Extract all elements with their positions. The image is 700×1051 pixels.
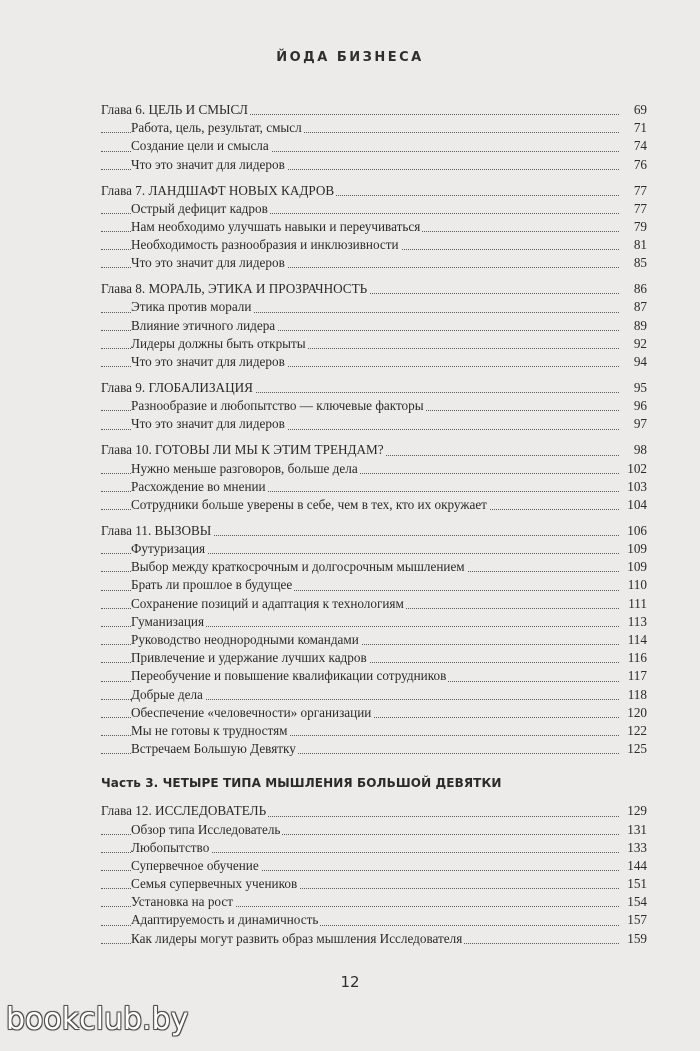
- toc-entry-page: 118: [625, 686, 647, 704]
- toc-entry-page: 125: [624, 740, 647, 758]
- toc-section-entry: [101, 821, 647, 839]
- toc-entry-page: 122: [624, 722, 647, 740]
- toc-entry-page: 113: [625, 613, 647, 631]
- toc-section-entry: [101, 930, 647, 948]
- toc-entry-page: 95: [631, 379, 647, 397]
- section-gap: [101, 371, 647, 379]
- toc-section-entry: [101, 415, 647, 433]
- toc-entry-title: Глава 8. МОРАЛЬ, ЭТИКА И ПРОЗРАЧНОСТЬ: [101, 280, 369, 298]
- toc-chapter-entry: [101, 441, 647, 459]
- toc-section-entry: [101, 595, 647, 613]
- toc-entry-title: Выбор между краткосрочным и долгосрочным мышлением: [131, 558, 467, 576]
- toc-chapter-entry: [101, 379, 647, 397]
- toc-entry-page: 131: [624, 821, 647, 839]
- toc-entry-title: Расхождение во мнении: [131, 478, 268, 496]
- toc-section-entry: [101, 496, 647, 514]
- toc-entry-title: Что это значит для лидеров: [131, 156, 287, 174]
- toc-section-entry: [101, 460, 647, 478]
- toc-entry-title: Семья супервечных учеников: [131, 875, 299, 893]
- toc-entry-page: 103: [624, 478, 647, 496]
- toc-entry-title: Обзор типа Исследователь: [131, 821, 282, 839]
- toc-entry-title: Привлечение и удержание лучших кадров: [131, 649, 369, 667]
- toc-section-entry: [101, 353, 647, 371]
- toc-entry-page: 77: [631, 200, 647, 218]
- toc-entry-page: 111: [625, 595, 647, 613]
- toc-entry-title: Что это значит для лидеров: [131, 254, 287, 272]
- toc-entry-page: 89: [631, 317, 647, 335]
- toc-entry-title: Футуризация: [131, 540, 207, 558]
- toc-entry-page: 74: [631, 137, 647, 155]
- toc-entry-title: Как лидеры могут развить образ мышления Исследователя: [131, 930, 464, 948]
- toc-section-entry: [101, 911, 647, 929]
- toc-section-entry: [101, 119, 647, 137]
- toc-entry-title: Супервечное обучение: [131, 857, 261, 875]
- toc-chapter-entry: [101, 802, 647, 820]
- toc-entry-page: 81: [631, 236, 647, 254]
- toc-entry-page: 69: [631, 101, 647, 119]
- toc-entry-title: Глава 10. ГОТОВЫ ЛИ МЫ К ЭТИМ ТРЕНДАМ?: [101, 441, 386, 459]
- toc-entry-title: Встречаем Большую Девятку: [131, 740, 298, 758]
- toc-section-entry: [101, 704, 647, 722]
- toc-entry-title: Руководство неоднородными командами: [131, 631, 361, 649]
- toc-entry-title: Обеспечение «человечности» организации: [131, 704, 373, 722]
- toc-section-entry: [101, 478, 647, 496]
- toc-entry-title: Разнообразие и любопытство — ключевые факторы: [131, 397, 426, 415]
- toc-section-entry: [101, 558, 647, 576]
- toc-section-entry: [101, 613, 647, 631]
- page-number: 12: [340, 973, 360, 991]
- toc-entry-title: Работа, цель, результат, смысл: [131, 119, 304, 137]
- toc-entry-page: 76: [631, 156, 647, 174]
- toc-entry-title: Гуманизация: [131, 613, 206, 631]
- table-of-contents: [101, 101, 647, 948]
- toc-entry-title: Брать ли прошлое в будущее: [131, 576, 294, 594]
- toc-entry-title: Добрые дела: [131, 686, 205, 704]
- toc-entry-title: Мы не готовы к трудностям: [131, 722, 290, 740]
- toc-section-entry: [101, 722, 647, 740]
- toc-section-entry: [101, 576, 647, 594]
- toc-section-entry: [101, 893, 647, 911]
- toc-entry-title: Глава 12. ИССЛЕДОВАТЕЛЬ: [101, 802, 268, 820]
- toc-section-entry: [101, 236, 647, 254]
- toc-chapter-entry: [101, 280, 647, 298]
- toc-entry-title: Этика против морали: [131, 298, 253, 316]
- toc-entry-page: 79: [631, 218, 647, 236]
- toc-entry-page: 102: [624, 460, 647, 478]
- toc-entry-page: 92: [631, 335, 647, 353]
- toc-chapter-entry: [101, 522, 647, 540]
- toc-entry-page: 114: [625, 631, 647, 649]
- section-gap: [101, 272, 647, 280]
- toc-entry-title: Глава 7. ЛАНДШАФТ НОВЫХ КАДРОВ: [101, 182, 336, 200]
- running-head: ЙОДА БИЗНЕСА: [276, 50, 424, 65]
- toc-entry-page: 98: [631, 441, 647, 459]
- toc-entry-title: Влияние этичного лидера: [131, 317, 277, 335]
- toc-entry-page: 109: [624, 558, 647, 576]
- part-heading: Часть 3. ЧЕТЫРЕ ТИПА МЫШЛЕНИЯ БОЛЬШОЙ ДЕВЯТКИ: [101, 776, 502, 791]
- toc-entry-title: Глава 9. ГЛОБАЛИЗАЦИЯ: [101, 379, 255, 397]
- toc-entry-page: 96: [631, 397, 647, 415]
- toc-entry-title: Что это значит для лидеров: [131, 415, 287, 433]
- toc-entry-page: 144: [624, 857, 647, 875]
- toc-entry-page: 77: [631, 182, 647, 200]
- toc-entry-page: 154: [624, 893, 647, 911]
- toc-entry-page: 159: [624, 930, 647, 948]
- toc-entry-title: Установка на рост: [131, 893, 235, 911]
- toc-entry-title: Любопытство: [131, 839, 211, 857]
- toc-entry-title: Адаптируемость и динамичность: [131, 911, 320, 929]
- section-gap: [101, 434, 647, 442]
- toc-chapter-entry: [101, 182, 647, 200]
- toc-entry-page: 110: [625, 576, 647, 594]
- toc-entry-title: Сохранение позиций и адаптация к технологиям: [131, 595, 406, 613]
- toc-entry-title: Лидеры должны быть открыты: [131, 335, 308, 353]
- toc-entry-page: 87: [631, 298, 647, 316]
- toc-section-entry: [101, 317, 647, 335]
- toc-entry-page: 157: [624, 911, 647, 929]
- toc-section-entry: [101, 649, 647, 667]
- toc-section-entry: [101, 857, 647, 875]
- toc-entry-title: Сотрудники больше уверены в себе, чем в тех, кто их окружает: [131, 496, 489, 514]
- section-gap: [101, 174, 647, 182]
- toc-entry-page: 120: [624, 704, 647, 722]
- toc-section-entry: [101, 631, 647, 649]
- toc-entry-page: 104: [624, 496, 647, 514]
- toc-section-entry: [101, 335, 647, 353]
- toc-section-entry: [101, 686, 647, 704]
- toc-section-entry: [101, 875, 647, 893]
- toc-section-entry: [101, 298, 647, 316]
- toc-entry-page: 151: [624, 875, 647, 893]
- toc-entry-title: Нам необходимо улучшать навыки и переучиваться: [131, 218, 422, 236]
- toc-entry-title: Глава 11. ВЫЗОВЫ: [101, 522, 213, 540]
- toc-entry-page: 116: [625, 649, 647, 667]
- toc-section-entry: [101, 156, 647, 174]
- toc-entry-page: 133: [624, 839, 647, 857]
- toc-entry-title: Глава 6. ЦЕЛЬ И СМЫСЛ: [101, 101, 250, 119]
- toc-section-entry: [101, 740, 647, 758]
- toc-section-entry: [101, 667, 647, 685]
- toc-entry-title: Острый дефицит кадров: [131, 200, 270, 218]
- toc-entry-page: 109: [624, 540, 647, 558]
- toc-section-entry: [101, 540, 647, 558]
- toc-section-entry: [101, 137, 647, 155]
- toc-chapter-entry: [101, 101, 647, 119]
- toc-entry-page: 86: [631, 280, 647, 298]
- toc-section-entry: [101, 218, 647, 236]
- toc-section-entry: [101, 839, 647, 857]
- toc-entry-page: 129: [624, 802, 647, 820]
- toc-entry-page: 106: [624, 522, 647, 540]
- toc-entry-page: 117: [625, 667, 647, 685]
- toc-entry-title: Нужно меньше разговоров, больше дела: [131, 460, 360, 478]
- toc-entry-page: 97: [631, 415, 647, 433]
- toc-entry-title: Создание цели и смысла: [131, 137, 271, 155]
- toc-entry-title: Необходимость разнообразия и инклюзивности: [131, 236, 401, 254]
- toc-entry-page: 71: [631, 119, 647, 137]
- toc-section-entry: [101, 200, 647, 218]
- toc-entry-page: 94: [631, 353, 647, 371]
- toc-entry-title: Переобучение и повышение квалификации сотрудников: [131, 667, 448, 685]
- toc-section-entry: [101, 397, 647, 415]
- toc-entry-title: Что это значит для лидеров: [131, 353, 287, 371]
- toc-section-entry: [101, 254, 647, 272]
- watermark-logo: bookclub.by: [6, 1002, 189, 1037]
- section-gap: [101, 514, 647, 522]
- toc-entry-page: 85: [631, 254, 647, 272]
